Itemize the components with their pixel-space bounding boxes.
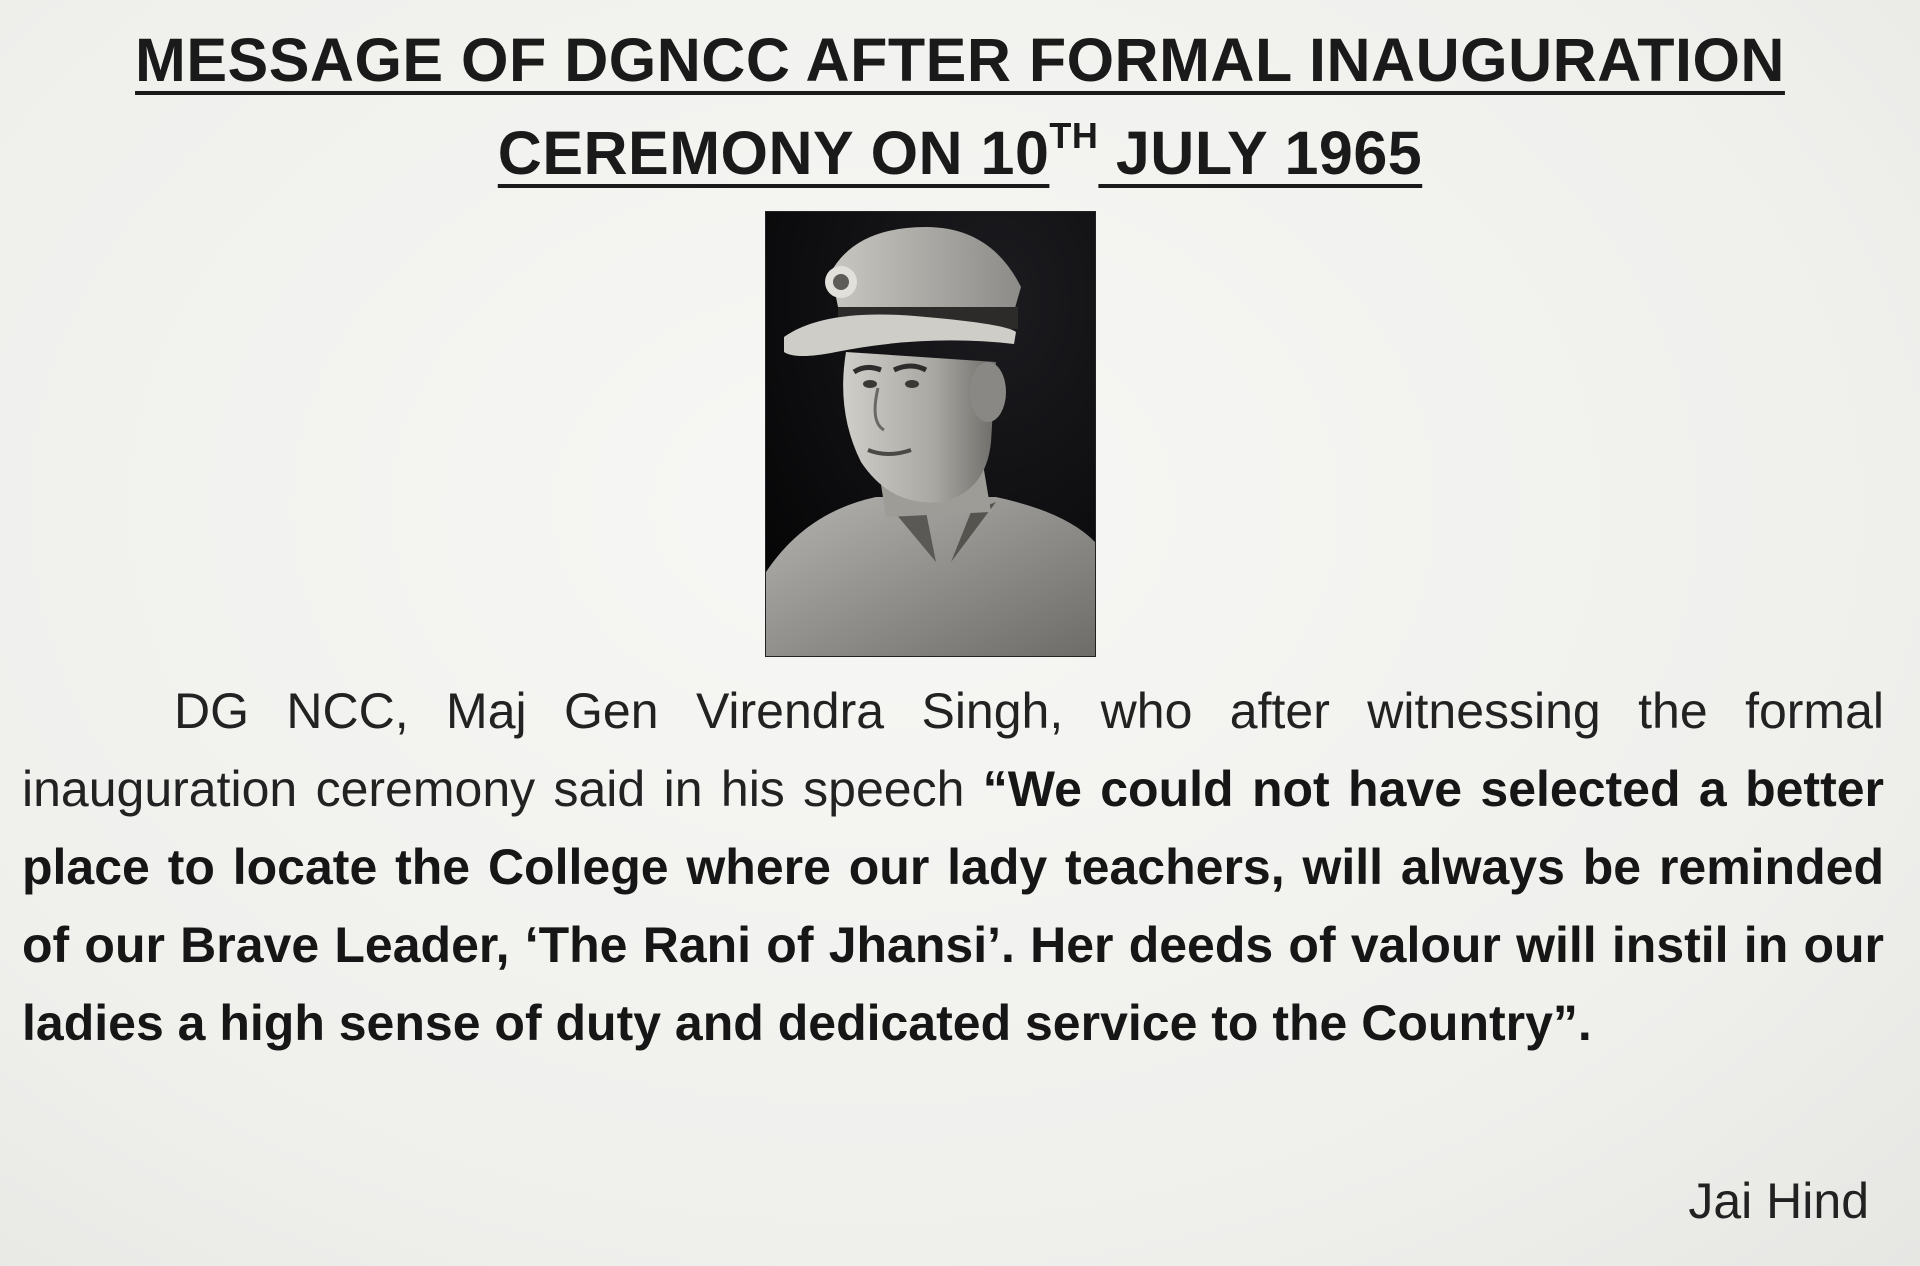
message-quote: “We could not have selected a better place to locate the College where our lady teachers, will always be reminded of our Brave Leader, ‘The Rani of Jhansi’. Her deeds of valour will instil in our ladies a high sense of duty and dedicated service to the Country”. [22,761,1884,1051]
heading-line-2 [0,115,1920,187]
heading-date-prefix: CEREMONY ON 10 [497,119,1050,187]
message-paragraph [22,672,1884,1062]
portrait-photo [765,211,1096,657]
heading-line-1: MESSAGE OF DGNCC AFTER FORMAL INAUGURATION [135,26,1785,94]
heading-date-suffix: JULY 1965 [1098,119,1423,187]
closing-salutation: Jai Hind [1688,1173,1869,1229]
message-intro: DG NCC, Maj Gen Virendra Singh, who after witnessing the formal inauguration ceremony said in his speech [22,683,1884,817]
heading-date-superscript: TH [1049,115,1099,156]
